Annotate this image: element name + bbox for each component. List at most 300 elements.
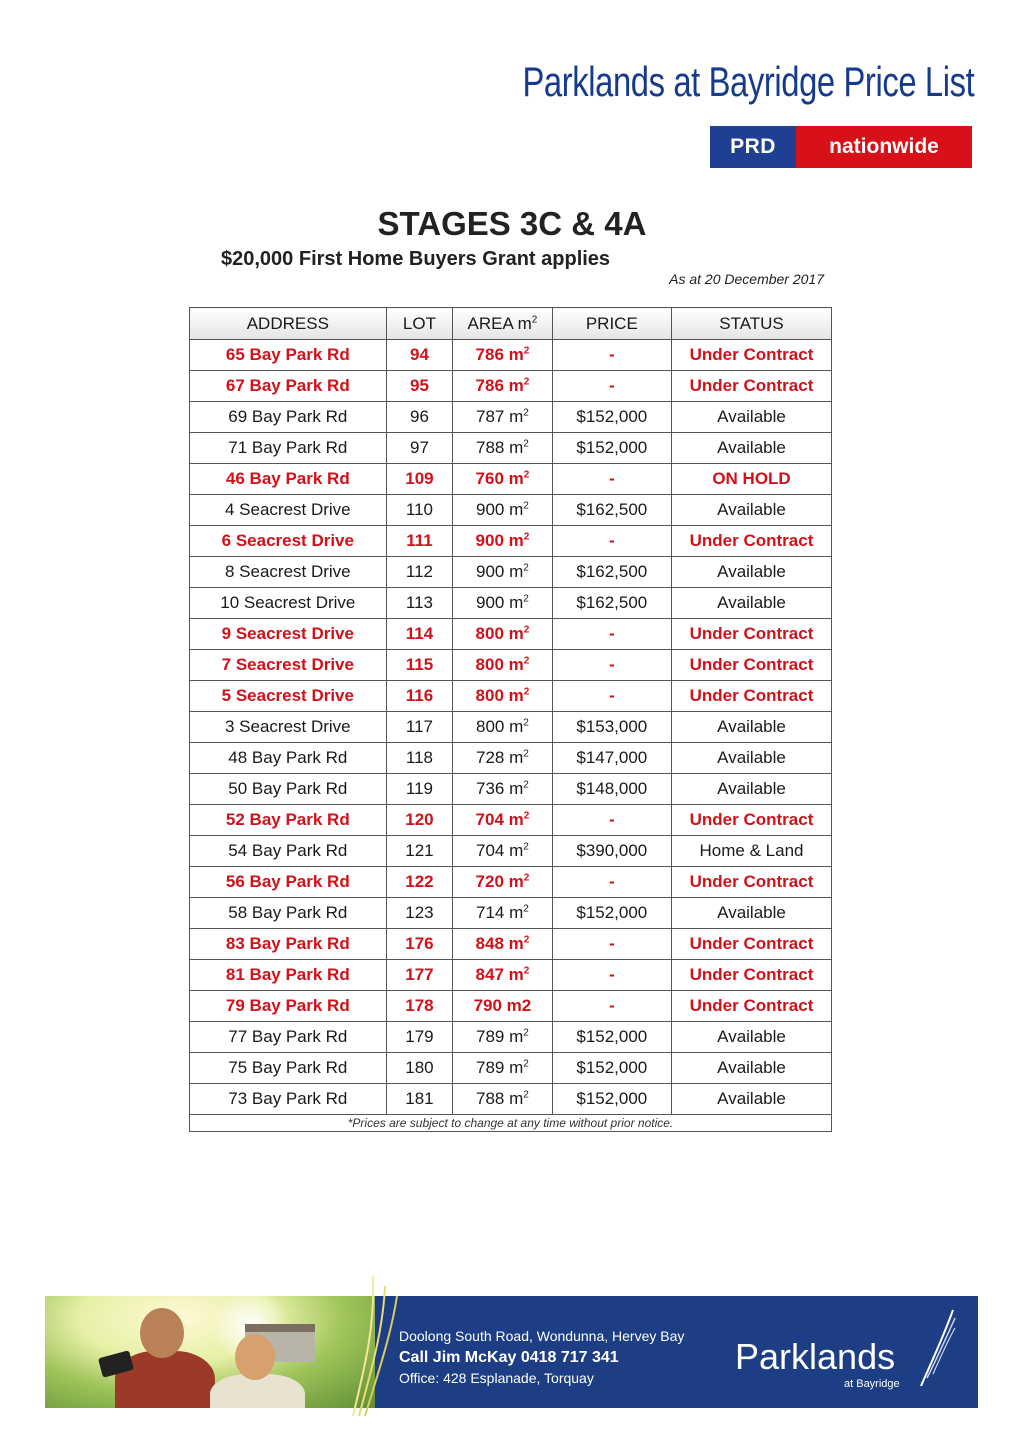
- price-cell: [552, 464, 671, 495]
- lot-cell: [386, 712, 453, 743]
- area-cell: [453, 557, 552, 588]
- status-cell-text: Under Contract: [689, 934, 814, 953]
- status-cell: [672, 960, 832, 991]
- area-unit-superscript: 2: [523, 841, 529, 853]
- lot-cell-text: 121: [405, 841, 434, 860]
- lot-cell-text: 115: [405, 655, 434, 674]
- column-header-area-label: AREA m: [467, 313, 532, 333]
- area-cell: [453, 495, 552, 526]
- lot-cell-text: 113: [405, 593, 433, 612]
- status-cell-text: Available: [717, 748, 786, 767]
- grant-subheading: $20,000 First Home Buyers Grant applies: [221, 248, 611, 270]
- area-unit-superscript: 2: [523, 810, 530, 822]
- price-cell: [552, 340, 671, 371]
- area-cell-text: 704 m: [476, 841, 524, 860]
- price-cell: [552, 712, 671, 743]
- table-row: [190, 371, 832, 402]
- area-cell: [453, 526, 552, 557]
- address-cell-text: 6 Seacrest Drive: [221, 531, 354, 550]
- address-cell: [190, 712, 387, 743]
- area-unit-superscript: 2: [523, 593, 529, 605]
- area-cell-text: 900 m: [476, 593, 524, 612]
- price-cell: [552, 526, 671, 557]
- area-unit-superscript: 2: [523, 903, 529, 915]
- status-cell: [672, 588, 832, 619]
- lot-cell: [386, 743, 453, 774]
- address-cell-text: 77 Bay Park Rd: [228, 1027, 348, 1046]
- lot-cell-text: 120: [405, 810, 434, 829]
- price-cell: [552, 898, 671, 929]
- area-cell-text: 760 m: [475, 469, 524, 488]
- area-cell: [453, 929, 552, 960]
- area-unit-superscript: 2: [523, 469, 530, 481]
- address-cell-text: 7 Seacrest Drive: [221, 655, 354, 674]
- area-cell-text: 720 m: [475, 872, 524, 891]
- area-unit-superscript: 2: [523, 965, 530, 977]
- area-unit-superscript: 2: [523, 686, 530, 698]
- logo-nationwide: nationwide: [796, 126, 972, 168]
- address-cell-text: 46 Bay Park Rd: [225, 469, 350, 488]
- area-cell-text: 736 m: [476, 779, 524, 798]
- area-cell-text: 800 m: [476, 717, 524, 736]
- price-cell-text: $152,000: [576, 438, 648, 457]
- area-cell: [453, 991, 552, 1022]
- area-cell-text: 800 m: [475, 655, 524, 674]
- lot-cell: [386, 1022, 453, 1053]
- lot-cell: [386, 836, 453, 867]
- address-cell-text: 73 Bay Park Rd: [228, 1089, 348, 1108]
- lot-cell-text: 118: [405, 748, 433, 767]
- price-cell-text: -: [608, 686, 615, 705]
- status-cell: [672, 557, 832, 588]
- area-unit-superscript: 2: [523, 655, 530, 667]
- status-cell-text: Available: [717, 562, 786, 581]
- table-row: [190, 867, 832, 898]
- table-header-row: [190, 308, 832, 340]
- status-cell: [672, 402, 832, 433]
- status-cell: [672, 526, 832, 557]
- area-unit-superscript: 2: [523, 1058, 529, 1070]
- area-cell-text: 788 m: [476, 1089, 524, 1108]
- price-cell-text: $152,000: [576, 1058, 648, 1077]
- table-row: [190, 1053, 832, 1084]
- price-cell: [552, 743, 671, 774]
- lot-cell: [386, 371, 453, 402]
- price-cell-text: -: [608, 531, 615, 550]
- table-row: [190, 898, 832, 929]
- parklands-logo-subtext: at Bayridge: [844, 1378, 900, 1390]
- status-cell: [672, 340, 832, 371]
- table-row: [190, 774, 832, 805]
- table-row: [190, 526, 832, 557]
- price-cell-text: $162,500: [576, 562, 648, 581]
- address-cell: [190, 464, 387, 495]
- price-cell-text: -: [608, 345, 615, 364]
- status-cell: [672, 712, 832, 743]
- area-unit-superscript: 2: [523, 407, 529, 419]
- address-cell: [190, 526, 387, 557]
- price-cell-text: -: [608, 376, 615, 395]
- lot-cell: [386, 1084, 453, 1115]
- price-cell: [552, 1053, 671, 1084]
- area-cell: [453, 805, 552, 836]
- price-cell: [552, 1022, 671, 1053]
- price-disclaimer: *Prices are subject to change at any time without prior notice.: [190, 1115, 832, 1132]
- address-cell-text: 75 Bay Park Rd: [228, 1058, 348, 1077]
- address-cell: [190, 836, 387, 867]
- address-cell: [190, 340, 387, 371]
- status-cell: [672, 619, 832, 650]
- lot-cell-text: 178: [405, 996, 434, 1015]
- address-cell: [190, 557, 387, 588]
- area-cell: [453, 402, 552, 433]
- status-cell: [672, 836, 832, 867]
- status-cell-text: Available: [717, 1058, 786, 1077]
- status-cell-text: Under Contract: [689, 686, 814, 705]
- status-cell-text: Under Contract: [689, 996, 814, 1015]
- area-unit-superscript: 2: [523, 1089, 529, 1101]
- lot-cell-text: 96: [409, 407, 429, 426]
- lot-cell: [386, 464, 453, 495]
- status-cell: [672, 867, 832, 898]
- lot-cell: [386, 774, 453, 805]
- status-cell-text: Available: [717, 717, 786, 736]
- lot-cell-text: 111: [406, 531, 433, 550]
- status-cell-text: Available: [717, 593, 786, 612]
- price-cell: [552, 433, 671, 464]
- area-cell-text: 788 m: [476, 438, 524, 457]
- area-cell: [453, 960, 552, 991]
- area-cell-text: 847 m: [475, 965, 524, 984]
- table-row: [190, 1084, 832, 1115]
- address-cell-text: 58 Bay Park Rd: [228, 903, 348, 922]
- status-cell: [672, 650, 832, 681]
- status-cell-text: Available: [717, 500, 786, 519]
- status-cell-text: Available: [717, 438, 786, 457]
- area-unit-superscript: 2: [523, 779, 529, 791]
- lot-cell-text: 112: [405, 562, 433, 581]
- stages-heading: STAGES 3C & 4A: [377, 205, 647, 242]
- column-header-area: AREA $m^2$: [453, 308, 552, 340]
- price-cell: [552, 619, 671, 650]
- lot-cell: [386, 805, 453, 836]
- table-row: [190, 929, 832, 960]
- price-cell-text: $162,500: [576, 593, 648, 612]
- area-cell-text: 714 m: [476, 903, 524, 922]
- lot-cell-text: 117: [405, 717, 433, 736]
- address-cell-text: 48 Bay Park Rd: [228, 748, 348, 767]
- status-cell: [672, 929, 832, 960]
- address-cell-text: 52 Bay Park Rd: [225, 810, 350, 829]
- lot-cell: [386, 588, 453, 619]
- lot-cell: [386, 619, 453, 650]
- status-cell-text: Under Contract: [689, 624, 814, 643]
- price-cell: [552, 960, 671, 991]
- address-cell: [190, 650, 387, 681]
- address-cell-text: 3 Seacrest Drive: [224, 717, 351, 736]
- price-cell: [552, 557, 671, 588]
- price-cell-text: -: [608, 965, 615, 984]
- table-row: [190, 650, 832, 681]
- price-cell-text: $148,000: [576, 779, 648, 798]
- price-cell-text: -: [608, 624, 615, 643]
- address-cell: [190, 1022, 387, 1053]
- price-cell-text: $152,000: [576, 1089, 648, 1108]
- area-cell: [453, 1084, 552, 1115]
- address-cell: [190, 743, 387, 774]
- status-cell: [672, 1053, 832, 1084]
- price-cell: [552, 867, 671, 898]
- price-cell-text: -: [608, 810, 615, 829]
- lot-cell: [386, 557, 453, 588]
- area-cell: [453, 712, 552, 743]
- address-cell: [190, 805, 387, 836]
- status-cell-text: Under Contract: [689, 376, 814, 395]
- feather-icon: [917, 1308, 957, 1388]
- price-cell: [552, 991, 671, 1022]
- table-row: [190, 433, 832, 464]
- status-cell-text: Available: [717, 903, 786, 922]
- address-cell-text: 10 Seacrest Drive: [220, 593, 356, 612]
- status-cell: [672, 991, 832, 1022]
- status-cell-text: Home & Land: [699, 841, 804, 860]
- area-cell: [453, 588, 552, 619]
- status-cell-text: Available: [717, 1027, 786, 1046]
- status-cell-text: Under Contract: [689, 345, 814, 364]
- as-at-date: As at 20 December 2017: [669, 271, 824, 287]
- lot-cell-text: 179: [405, 1027, 434, 1046]
- address-cell: [190, 402, 387, 433]
- address-cell: [190, 929, 387, 960]
- lot-cell-text: 95: [409, 376, 429, 395]
- lot-cell: [386, 898, 453, 929]
- address-cell-text: 54 Bay Park Rd: [228, 841, 348, 860]
- price-cell: [552, 371, 671, 402]
- address-cell: [190, 495, 387, 526]
- status-cell-text: Under Contract: [689, 655, 814, 674]
- price-cell: [552, 805, 671, 836]
- lot-cell-text: 110: [405, 500, 433, 519]
- table-row: [190, 836, 832, 867]
- contact-details: [399, 1326, 684, 1389]
- table-note-row: [190, 1115, 832, 1132]
- lot-cell: [386, 991, 453, 1022]
- price-cell-text: $152,000: [576, 903, 648, 922]
- lot-cell-text: 97: [409, 438, 429, 457]
- address-cell-text: 4 Seacrest Drive: [224, 500, 351, 519]
- address-cell-text: 56 Bay Park Rd: [225, 872, 350, 891]
- area-cell-text: 728 m: [476, 748, 524, 767]
- area-cell: [453, 464, 552, 495]
- lot-cell-text: 109: [405, 469, 434, 488]
- price-cell-text: -: [608, 996, 615, 1015]
- area-cell: [453, 433, 552, 464]
- area-cell-text: 800 m: [475, 686, 524, 705]
- area-cell-text: 800 m: [475, 624, 524, 643]
- price-cell-text: $153,000: [576, 717, 648, 736]
- table-row: [190, 960, 832, 991]
- price-cell: [552, 650, 671, 681]
- status-cell: [672, 805, 832, 836]
- area-cell: [453, 743, 552, 774]
- table-row: [190, 619, 832, 650]
- status-cell-text: Under Contract: [689, 965, 814, 984]
- status-cell-text: Under Contract: [689, 810, 814, 829]
- column-header-price: PRICE: [552, 308, 671, 340]
- lot-cell: [386, 929, 453, 960]
- status-cell: [672, 898, 832, 929]
- area-cell: [453, 619, 552, 650]
- address-cell: [190, 1084, 387, 1115]
- column-header-lot: LOT: [386, 308, 453, 340]
- area-unit-superscript: 2: [523, 624, 530, 636]
- area-cell-text: 704 m: [475, 810, 524, 829]
- area-unit-superscript: 2: [523, 934, 530, 946]
- lot-cell-text: 181: [405, 1089, 434, 1108]
- status-cell-text: Available: [717, 779, 786, 798]
- table-row: [190, 712, 832, 743]
- address-cell: [190, 867, 387, 898]
- area-cell-text: 789 m: [476, 1027, 524, 1046]
- table-row: [190, 1022, 832, 1053]
- table-row: [190, 402, 832, 433]
- address-cell-text: 81 Bay Park Rd: [225, 965, 350, 984]
- address-cell-text: 79 Bay Park Rd: [225, 996, 350, 1015]
- address-cell-text: 69 Bay Park Rd: [228, 407, 348, 426]
- price-cell: [552, 836, 671, 867]
- area-cell-text: 789 m: [476, 1058, 524, 1077]
- grass-swoosh-icon: [345, 1276, 405, 1416]
- address-cell-text: 8 Seacrest Drive: [224, 562, 351, 581]
- area-cell-text: 786 m: [475, 345, 524, 364]
- address-cell: [190, 774, 387, 805]
- area-unit-superscript: 2: [523, 1027, 529, 1039]
- address-cell-text: 9 Seacrest Drive: [221, 624, 354, 643]
- status-cell-text: Under Contract: [689, 872, 814, 891]
- lot-cell-text: 116: [405, 686, 434, 705]
- price-cell: [552, 588, 671, 619]
- table-row: [190, 495, 832, 526]
- price-cell-text: $147,000: [576, 748, 648, 767]
- area-cell: [453, 681, 552, 712]
- table-row: [190, 743, 832, 774]
- logo-prd: PRD: [710, 126, 796, 168]
- address-cell-text: 5 Seacrest Drive: [221, 686, 354, 705]
- area-cell: [453, 1053, 552, 1084]
- lot-cell: [386, 1053, 453, 1084]
- status-cell: [672, 464, 832, 495]
- price-cell-text: $390,000: [576, 841, 648, 860]
- address-cell: [190, 960, 387, 991]
- area-cell-text: 900 m: [476, 562, 524, 581]
- address-cell-text: 71 Bay Park Rd: [228, 438, 348, 457]
- status-cell: [672, 1022, 832, 1053]
- couple-photo: [45, 1296, 375, 1408]
- area-unit-superscript: 2: [523, 531, 530, 543]
- address-cell: [190, 588, 387, 619]
- price-cell-text: -: [608, 934, 615, 953]
- status-cell: [672, 495, 832, 526]
- lot-cell-text: 177: [405, 965, 434, 984]
- area-unit-superscript: 2: [523, 717, 529, 729]
- table-row: [190, 588, 832, 619]
- prd-nationwide-logo: [710, 126, 972, 168]
- address-cell-text: 83 Bay Park Rd: [225, 934, 350, 953]
- area-cell-text: 900 m: [476, 500, 524, 519]
- site-address: Doolong South Road, Wondunna, Hervey Bay: [399, 1328, 685, 1344]
- status-cell-text: ON HOLD: [712, 469, 791, 488]
- address-cell-text: 50 Bay Park Rd: [228, 779, 348, 798]
- lot-cell-text: 119: [405, 779, 433, 798]
- price-cell: [552, 929, 671, 960]
- status-cell-text: Available: [717, 407, 786, 426]
- area-cell: [453, 650, 552, 681]
- area-cell: [453, 1022, 552, 1053]
- table-row: [190, 991, 832, 1022]
- table-row: [190, 464, 832, 495]
- lot-cell: [386, 402, 453, 433]
- area-cell-text: 900 m: [475, 531, 524, 550]
- price-list-table: [189, 307, 832, 1132]
- price-cell-text: -: [608, 655, 615, 674]
- page-title: Parklands at Bayridge Price List: [522, 58, 974, 105]
- price-cell: [552, 1084, 671, 1115]
- area-unit-superscript: 2: [523, 872, 530, 884]
- address-cell-text: 67 Bay Park Rd: [225, 376, 350, 395]
- table-row: [190, 681, 832, 712]
- table-row: [190, 557, 832, 588]
- status-cell: [672, 774, 832, 805]
- address-cell-text: 65 Bay Park Rd: [225, 345, 350, 364]
- address-cell: [190, 681, 387, 712]
- parklands-logo-text: Parklands: [735, 1336, 896, 1377]
- area-cell: [453, 774, 552, 805]
- area-unit-superscript: 2: [523, 345, 530, 357]
- call-agent: Call Jim McKay 0418 717 341: [399, 1349, 619, 1366]
- address-cell: [190, 371, 387, 402]
- address-cell: [190, 898, 387, 929]
- area-cell-text: 848 m: [475, 934, 524, 953]
- area-unit-superscript: 2: [523, 500, 529, 512]
- status-cell: [672, 433, 832, 464]
- table-row: [190, 340, 832, 371]
- price-cell: [552, 681, 671, 712]
- address-cell: [190, 433, 387, 464]
- area-cell: [453, 836, 552, 867]
- area-cell: [453, 371, 552, 402]
- area-cell-text: 787 m: [476, 407, 524, 426]
- lot-cell-text: 122: [405, 872, 434, 891]
- area-unit-superscript: 2: [523, 376, 530, 388]
- column-header-status: STATUS: [672, 308, 832, 340]
- lot-cell: [386, 681, 453, 712]
- price-cell: [552, 402, 671, 433]
- lot-cell-text: 94: [409, 345, 429, 364]
- price-cell-text: $152,000: [576, 407, 648, 426]
- price-cell-text: -: [608, 469, 615, 488]
- lot-cell: [386, 650, 453, 681]
- lot-cell-text: 180: [405, 1058, 434, 1077]
- status-cell: [672, 1084, 832, 1115]
- office-address: Office: 428 Esplanade, Torquay: [399, 1370, 594, 1386]
- status-cell-text: Under Contract: [689, 531, 814, 550]
- area-unit-superscript: 2: [523, 438, 529, 450]
- lot-cell-text: 176: [405, 934, 434, 953]
- area-cell: [453, 898, 552, 929]
- address-cell: [190, 1053, 387, 1084]
- area-unit-superscript: 2: [523, 748, 529, 760]
- price-cell-text: -: [608, 872, 615, 891]
